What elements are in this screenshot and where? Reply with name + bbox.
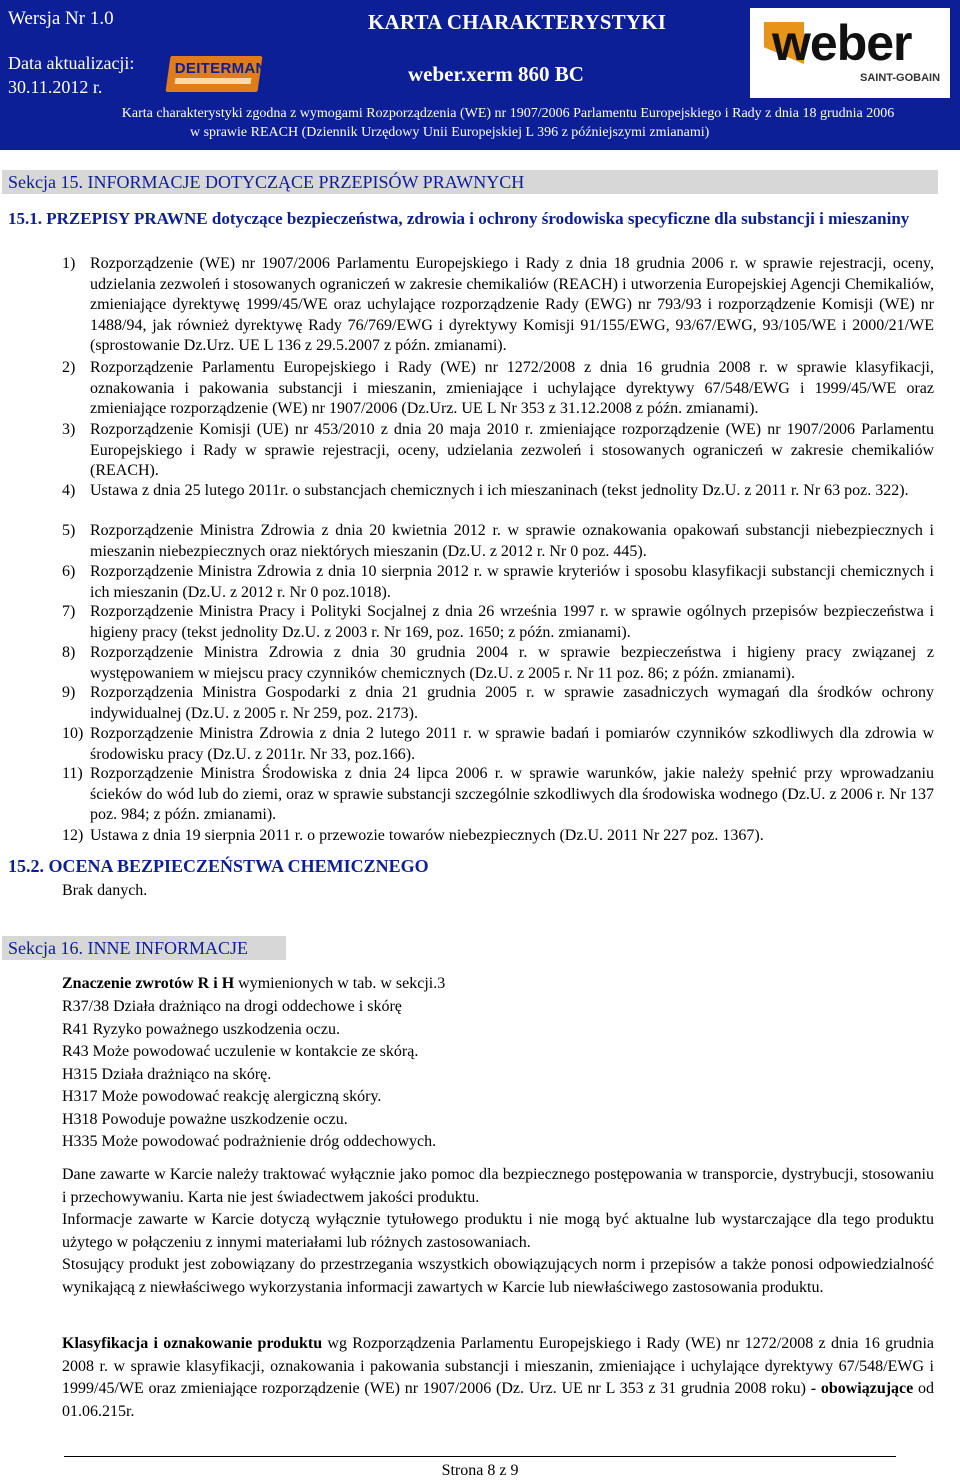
regulation-text: Ustawa z dnia 19 sierpnia 2011 r. o przewozie towarów niebezpiecznych (Dz.U. 2011 Nr 227 poz. 1367).: [90, 827, 764, 844]
regulation-number: 9): [62, 684, 76, 701]
phrase-item: H318 Powoduje poważne uszkodzenie oczu.: [62, 1110, 348, 1128]
saint-gobain-label: SAINT-GOBAIN: [860, 72, 941, 84]
disclaimer-3: Stosujący produkt jest zobowiązany do przestrzegania wszystkich obowiązujących norm i przepisów a także ponosi odpowiedzialność wynikającą z niewłaściwego wykorzystania informacji zawartych w Karcie lub niewłaściwego zastosowania produktu.: [62, 1256, 934, 1296]
classification-end: od 01.06.215r.: [62, 1380, 935, 1420]
regulation-number: 10): [62, 725, 84, 742]
weber-logo: [750, 8, 950, 98]
footer-divider: [64, 1456, 896, 1457]
regulation-number: 8): [62, 644, 76, 661]
document-header: [0, 0, 960, 150]
regulation-number: 1): [62, 255, 76, 272]
page-number: Strona 8 z 9: [441, 1462, 519, 1479]
regulation-line-2: w sprawie REACH (Dziennik Urzędowy Unii Europejskiej L 396 z późniejszymi zmianami): [190, 125, 710, 140]
regulation-text: Rozporządzenie Ministra Zdrowia z dnia 30 grudnia 2004 r. w sprawie bezpieczeństwa i higieny pracy związanej z występowaniem w miejscu pracy czynników chemicznych (Dz.U. z 2005 r. Nr 11 poz. 86; z późn. zmianami).: [90, 644, 934, 682]
phrase-item: R43 Może powodować uczulenie w kontakcie ze skórą.: [62, 1043, 419, 1060]
regulation-text: Rozporządzenie (WE) nr 1907/2006 Parlamentu Europejskiego i Rady z dnia 18 grudnia 2006 r. w sprawie rejestracji, oceny, udzielania zezwoleń i stosowanych ograniczeń w zakresie chemikaliów (REACH) i utworzenia Europejskiej Agencji Chemikaliów, zmieniające dyrektywę 1999/45/WE oraz uchylające rozporządzenie Rady (EWG) nr 793/93 i rozporządzenie Komisji (WE) nr 1488/94, jak również dyrektywę Rady 76/769/EWG i dyrektywy Komisji 91/155/EWG, 93/67/EWG, 93/105/WE i 2000/21/WE (sprostowanie Dz.Urz. UE L 136 z 29.5.2007 z późn. zmianami).: [90, 255, 934, 355]
deitermann-logo-text: DEITERMANN: [174, 60, 278, 77]
regulation-text: Rozporządzenie Parlamentu Europejskiego i Rady (WE) nr 1272/2008 z dnia 16 grudnia 2008 r. w sprawie klasyfikacji, oznakowania i pakowania substancji i mieszanin, zmieniające i uchylające dyrektywy 67/548/EWG i 1999/45/WE oraz zmieniające rozporządzenie (WE) nr 1907/2006 (Dz.Urz. UE L Nr 353 z 31.12.2008 z późn. zmianami).: [90, 359, 934, 418]
phrases-intro-i: i: [213, 975, 218, 992]
deitermann-logo-stripe: [175, 78, 252, 84]
regulation-text: Rozporządzenie Ministra Pracy i Polityki Socjalnej z dnia 26 września 1997 r. w sprawie ogólnych przepisów bezpieczeństwa i higieny pracy (tekst jednolity Dz.U. z 2003 r. Nr 169, poz. 1650; z późn. zmianami).: [90, 603, 934, 641]
phrase-item: R37/38 Działa drażniąco na drogi oddechowe i skórę: [62, 998, 402, 1015]
date-label: Data aktualizacji:: [8, 53, 135, 73]
product-name: weber.xerm 860 BC: [408, 62, 584, 86]
deitermann-logo: [165, 56, 278, 92]
regulation-number: 12): [62, 827, 84, 844]
regulation-number: 6): [62, 563, 76, 580]
phrases-intro-r: R: [197, 975, 210, 992]
subsection-15-2-text: Brak danych.: [62, 882, 148, 899]
regulation-text: Ustawa z dnia 25 lutego 2011r. o substancjach chemicznych i ich mieszaninach (tekst jednolity Dz.U. z 2011 r. Nr 63 poz. 322).: [90, 482, 909, 499]
regulation-number: 2): [62, 359, 76, 376]
regulation-number: 4): [62, 482, 76, 499]
subsection-15-1-title: 15.1. PRZEPISY PRAWNE dotyczące bezpieczeństwa, zdrowia i ochrony środowiska specyficzne dla substancji i mieszaniny: [8, 209, 910, 228]
section-16-bar: Sekcja 16. INNE INFORMACJE: [2, 936, 286, 960]
phrase-item: R41 Ryzyko poważnego uszkodzenia oczu.: [62, 1020, 340, 1038]
phrase-item: H315 Działa drażniąco na skórę.: [62, 1065, 272, 1083]
phrases-intro-bold: Znaczenie zwrotów: [62, 975, 194, 992]
version-label: Wersja Nr 1.0: [8, 8, 114, 29]
regulation-text: Rozporządzenie Ministra Zdrowia z dnia 20 kwietnia 2012 r. w sprawie oznakowania opakowań substancji niebezpiecznych i mieszanin niebezpiecznych oraz niektórych mieszanin (Dz.U. z 2012 r. Nr 0 poz. 445).: [90, 522, 934, 560]
classification-text: wg Rozporządzenia Parlamentu Europejskiego i Rady (WE) nr 1272/2008 z dnia 16 grudnia 2008 r. w sprawie klasyfikacji, oznakowania i pakowania substancji i mieszanin, zmieniające i uchylające dyrektywy 67/548/EWG i 1999/45/WE oraz zmieniające rozporządzenie (WE) nr 1907/2006 (Dz. Urz. UE nr L 353 z 31 grudnia 2008 roku): [62, 1335, 934, 1397]
classification-bold: Klasyfikacja i oznakowanie produktu: [62, 1335, 323, 1352]
regulation-number: 7): [62, 603, 76, 620]
regulation-text: Rozporządzenie Ministra Zdrowia z dnia 10 sierpnia 2012 r. w sprawie kryteriów i sposobu klasyfikacji substancji chemicznych i ich mieszanin (Dz.U. z 2012 r. Nr 0 poz.1018).: [90, 563, 934, 601]
phrase-item: H335 Może powodować podrażnienie dróg oddechowych.: [62, 1133, 437, 1150]
regulation-text: Rozporządzenie Ministra Środowiska z dnia 24 lipca 2006 r. w sprawie warunków, jakie należy spełnić przy wprowadzaniu ścieków do wód lub do ziemi, oraz w sprawie substancji szczególnie szkodliwych dla środowiska wodnego (Dz.U. z 2006 r. Nr 137 poz. 984; z późn. zmianami).: [90, 765, 934, 824]
classification-paragraph: [62, 1333, 934, 1423]
regulation-text: Rozporządzenia Ministra Gospodarki z dnia 21 grudnia 2005 r. w sprawie zasadniczych wymagań dla środków ochrony indywidualnej (Dz.U. z 2005 r. Nr 259, poz. 2173).: [90, 684, 934, 722]
classification-bold-2: - obowiązujące: [805, 1380, 914, 1397]
phrases-intro-rest: wymienionych w tab. w sekcji.3: [238, 975, 446, 992]
regulation-number: 3): [62, 421, 76, 438]
section-15-bar: Sekcja 15. INFORMACJE DOTYCZĄCE PRZEPISÓW PRAWNYCH: [2, 170, 938, 194]
regulation-number: 11): [62, 765, 83, 782]
phrases-intro: [62, 974, 445, 995]
regulation-text: Rozporządzenie Ministra Zdrowia z dnia 2 lutego 2011 r. w sprawie badań i pomiarów czynników szkodliwych dla zdrowia w środowisku pracy (Dz.U. z 2011r. Nr 33, poz.166).: [90, 725, 934, 763]
date-value: 30.11.2012 r.: [8, 77, 103, 97]
weber-logo-word: weber: [772, 15, 912, 71]
disclaimer-2: Informacje zawarte w Karcie dotyczą wyłącznie tytułowego produktu i nie mogą być aktualne lub wystarczające dla tego produktu użytego w połączeniu z innymi materiałami lub różnych zastosowaniach.: [62, 1211, 934, 1251]
regulation-number: 5): [62, 522, 76, 539]
document-title: KARTA CHARAKTERYSTYKI: [368, 10, 667, 34]
phrase-item: H317 Może powodować reakcję alergiczną skóry.: [62, 1088, 382, 1105]
regulation-text: Rozporządzenie Komisji (UE) nr 453/2010 z dnia 20 maja 2010 r. zmieniające rozporządzenie (WE) nr 1907/2006 Parlamentu Europejskiego i Rady w sprawie rejestracji, oceny, udzielania zezwoleń i stosowanych ograniczeń w zakresie chemikaliów (REACH).: [90, 421, 934, 480]
disclaimer-1: Dane zawarte w Karcie należy traktować wyłącznie jako pomoc dla bezpiecznego postępowania w transporcie, dystrybucji, stosowaniu i przechowywaniu. Karta nie jest świadectwem jakości produktu.: [62, 1166, 934, 1206]
subsection-15-2-title: 15.2. OCENA BEZPIECZEŃSTWA CHEMICZNEGO: [8, 856, 429, 876]
phrases-intro-h: H: [221, 975, 235, 992]
regulation-line-1: Karta charakterystyki zgodna z wymogami Rozporządzenia (WE) nr 1907/2006 Parlamentu Europejskiego i Rady z dnia 18 grudnia 2006: [121, 106, 895, 121]
